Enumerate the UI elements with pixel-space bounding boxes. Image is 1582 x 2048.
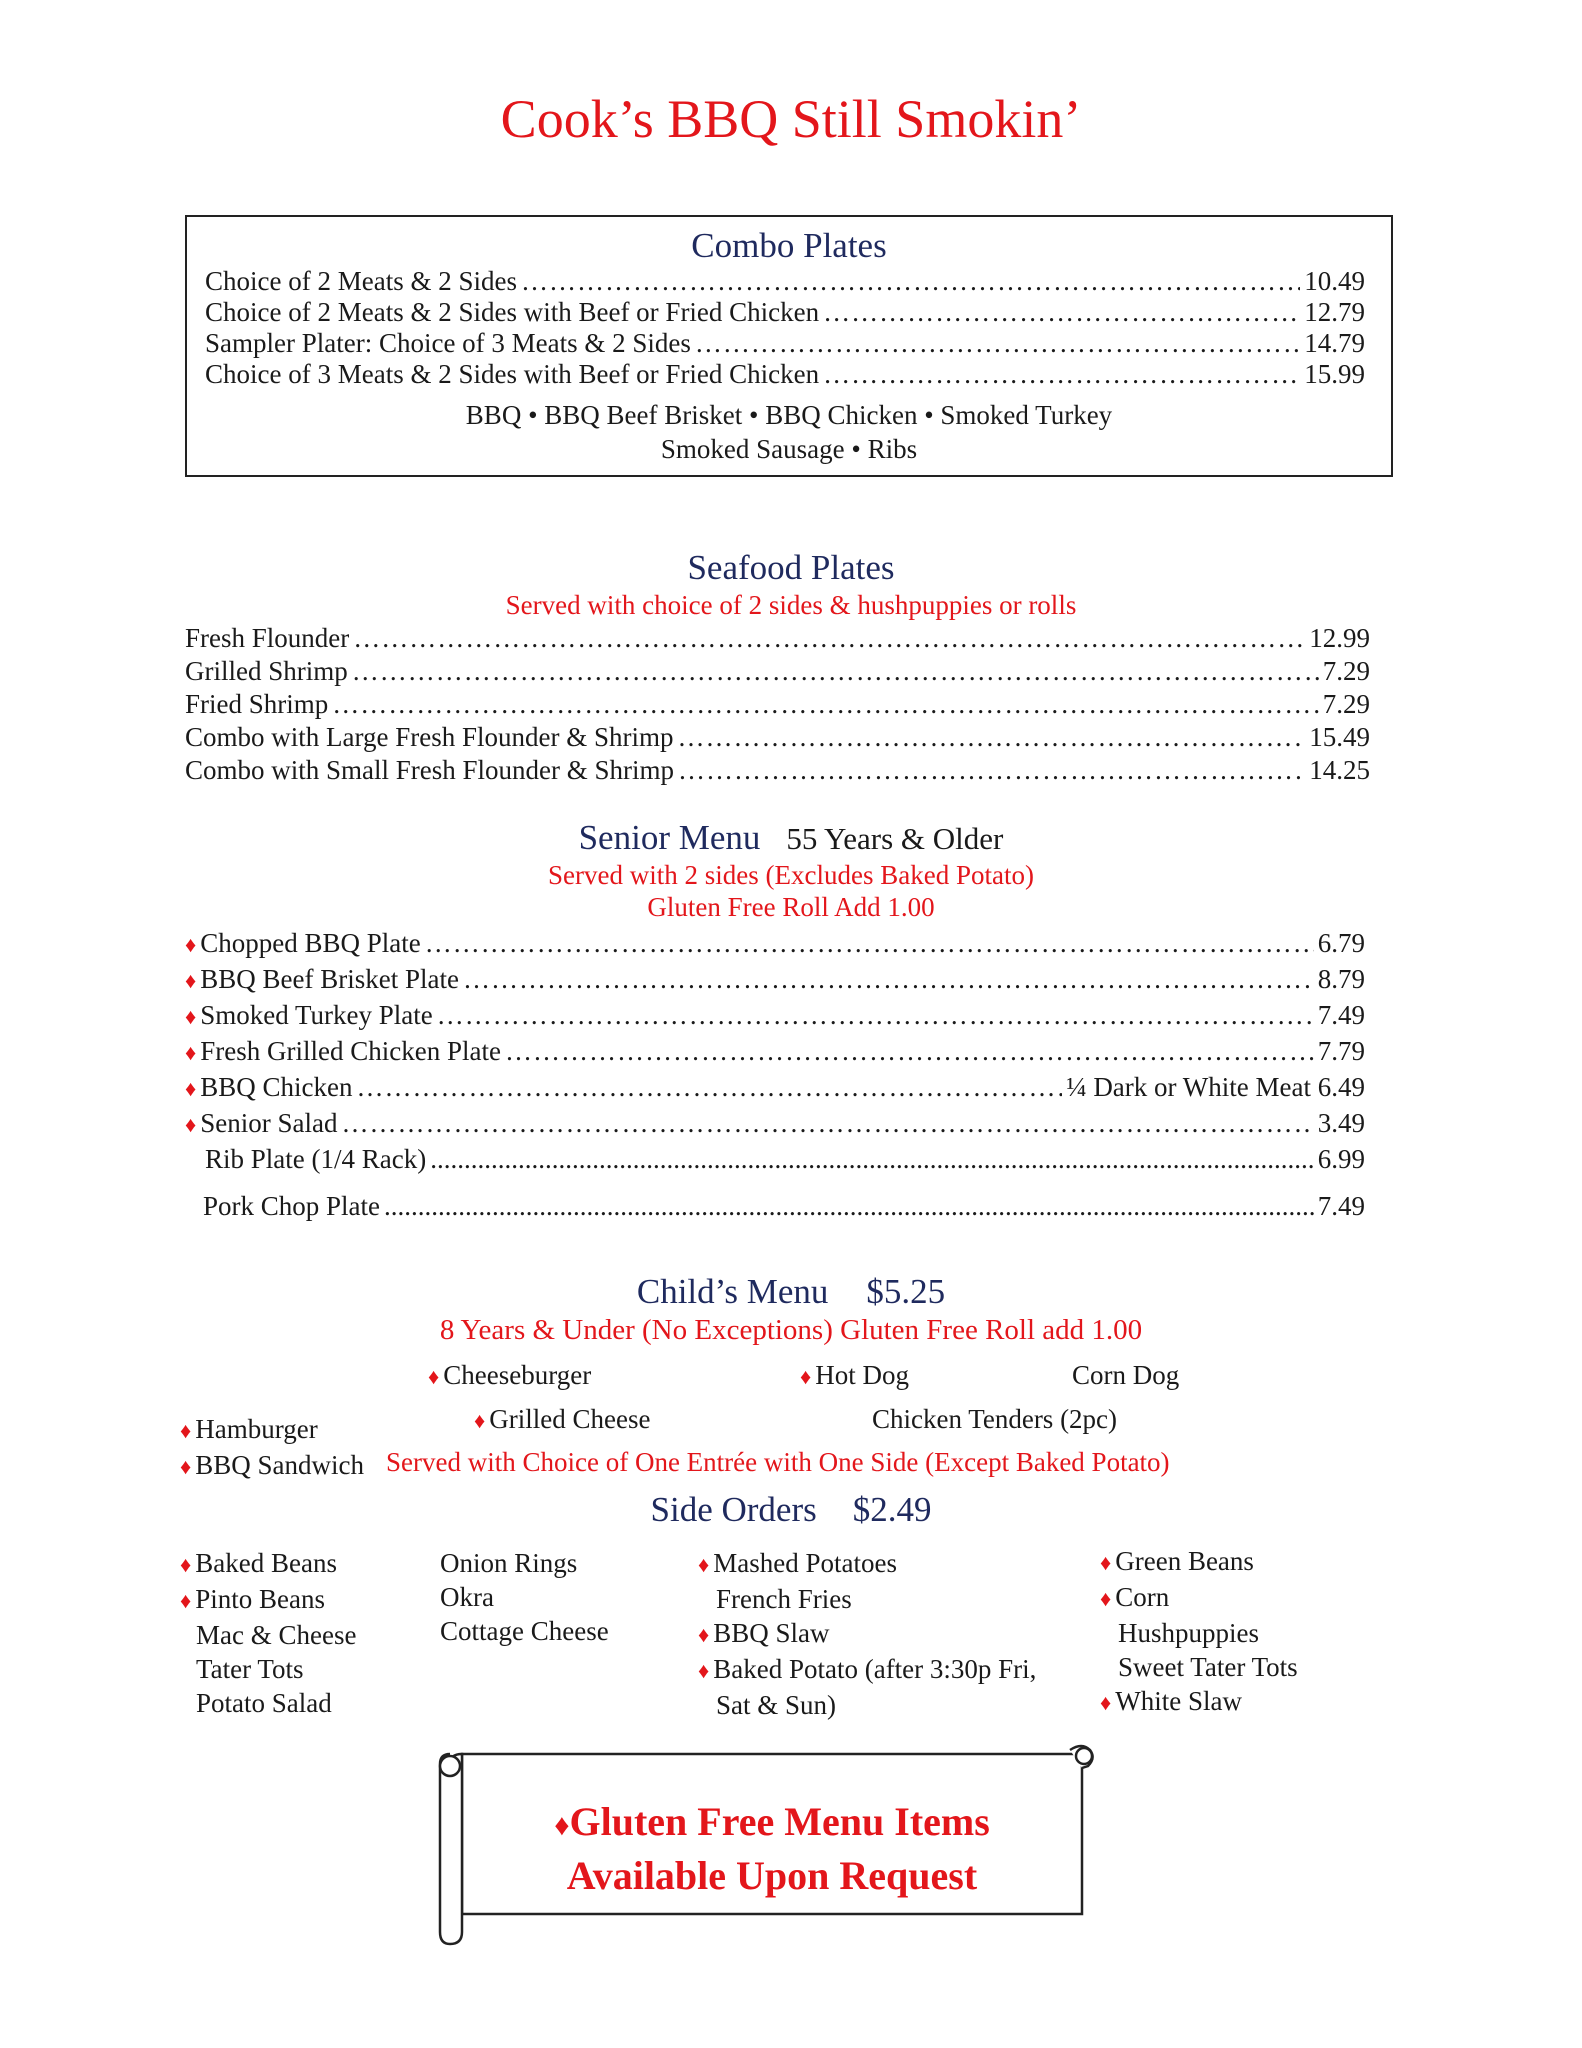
sides-col-3 <box>698 1546 1036 1722</box>
side-item: ♦ Corn <box>1100 1582 1170 1612</box>
child-served-note: Served with Choice of One Entrée with One Side (Except Baked Potato) <box>386 1447 1170 1477</box>
combo-item: Choice of 3 Meats & 2 Sides with Beef or Fried Chicken ……………………………………………………………………………………………………………………………………………………………………………………………………………………… 15.99 <box>205 359 1365 390</box>
combo-item: Choice of 2 Meats & 2 Sides with Beef or Fried Chicken ……………………………………………………………………………………………………………………………………………………………………………………………………………………… 12.79 <box>205 297 1365 328</box>
side-item: ♦ Green Beans <box>1100 1546 1254 1576</box>
combo-meats-line1: BBQ • BBQ Beef Brisket • BBQ Chicken • Smoked Turkey <box>465 400 1113 430</box>
side-item: ♦ Baked Beans <box>180 1548 337 1578</box>
side-item: ♦ White Slaw <box>1100 1686 1242 1716</box>
combo-heading: Combo Plates <box>691 226 887 265</box>
combo-item: Sampler Plater: Choice of 3 Meats & 2 Sides ……………………………………………………………………………………………………………………………………………………………………………………………………………………… 14.79 <box>205 328 1365 359</box>
sides-col-4 <box>1100 1544 1298 1720</box>
sides-price: $2.49 <box>852 1490 932 1529</box>
senior-age-note: 55 Years & Older <box>786 821 1004 856</box>
senior-gluten-note: Gluten Free Roll Add 1.00 <box>647 892 935 922</box>
side-item: Onion Rings <box>440 1548 578 1578</box>
combo-item: Choice of 2 Meats & 2 Sides ……………………………………………………………………………………………………………………………………………………………………………………………………………………… 10.49 <box>205 266 1365 297</box>
side-item: Okra <box>440 1582 494 1612</box>
child-price: $5.25 <box>866 1272 946 1311</box>
child-item-bbq-sandwich: ♦ BBQ Sandwich <box>180 1450 364 1480</box>
child-item-chicken-tenders: Chicken Tenders (2pc) <box>872 1404 1118 1434</box>
senior-heading-row <box>0 818 1582 858</box>
seafood-heading: Seafood Plates <box>687 548 895 587</box>
child-heading: Child’s Menu <box>636 1272 829 1311</box>
seafood-item: Fresh Flounder ……………………………………………………………………………………………………………………………………………………………………………………………………………………… 12.99 <box>185 622 1370 655</box>
banner-line-1: ♦Gluten Free Menu Items <box>554 1799 990 1844</box>
senior-item: ♦ Chopped BBQ Plate ……………………………………………………………………………………………………………………………………………………………………………………………………………………… 6.79 <box>185 926 1365 962</box>
seafood-list <box>185 622 1370 787</box>
side-item: Sweet Tater Tots <box>1118 1652 1298 1682</box>
sides-heading: Side Orders <box>650 1490 817 1529</box>
side-item: Tater Tots <box>196 1654 304 1684</box>
combo-meats-line2: Smoked Sausage • Ribs <box>660 434 918 464</box>
senior-subtitle: Served with 2 sides (Excludes Baked Potato) <box>548 860 1034 890</box>
seafood-item: Combo with Small Fresh Flounder & Shrimp ……………………………………………………………………………………………………………………………………………………………………………………………………………………… 14.25 <box>185 754 1370 787</box>
gluten-free-banner <box>430 1742 1098 1952</box>
child-heading-row <box>0 1272 1582 1312</box>
side-item: Mac & Cheese <box>196 1620 357 1650</box>
senior-item: ♦ Senior Salad ……………………………………………………………………………………………………………………………………………………………………………………………………………………… 3.49 <box>185 1106 1365 1142</box>
side-item: Hushpuppies <box>1118 1618 1259 1648</box>
side-item: Potato Salad <box>196 1688 332 1718</box>
side-item: ♦ Pinto Beans <box>180 1584 325 1614</box>
child-item-hamburger: ♦ Hamburger <box>180 1414 318 1444</box>
child-item-grilled-cheese: ♦ Grilled Cheese <box>474 1404 651 1434</box>
senior-item: ♦ Fresh Grilled Chicken Plate ……………………………………………………………………………………………………………………………………………………………………………………………………………………… 7.79 <box>185 1034 1365 1070</box>
side-item: ♦ BBQ Slaw <box>698 1618 830 1648</box>
side-item: ♦ Baked Potato (after 3:30p Fri, <box>698 1654 1037 1684</box>
sides-heading-row <box>0 1490 1582 1530</box>
senior-list <box>185 926 1365 1224</box>
seafood-item: Grilled Shrimp ……………………………………………………………………………………………………………………………………………………………………………………………………………………… 7.29 <box>185 655 1370 688</box>
side-item: ♦ Mashed Potatoes <box>698 1548 897 1578</box>
senior-heading: Senior Menu <box>578 818 761 857</box>
combo-list <box>205 266 1365 390</box>
senior-item: Rib Plate (1/4 Rack) ..... 6.99 <box>185 1142 1365 1177</box>
page-title: Cook’s BBQ Still Smokin’ <box>500 89 1082 149</box>
seafood-item: Combo with Large Fresh Flounder & Shrimp ……………………………………………………………………………………………………………………………………………………………………………………………………………………… 15.49 <box>185 721 1370 754</box>
child-subtitle: 8 Years & Under (No Exceptions) Gluten Free Roll add 1.00 <box>439 1314 1143 1346</box>
senior-item: ♦ Smoked Turkey Plate ……………………………………………………………………………………………………………………………………………………………………………………………………………………… 7.49 <box>185 998 1365 1034</box>
side-item: Sat & Sun) <box>716 1690 837 1720</box>
child-item-corn-dog: Corn Dog <box>1072 1360 1180 1390</box>
side-item: Cottage Cheese <box>440 1616 609 1646</box>
senior-item: ♦ BBQ Beef Brisket Plate ……………………………………………………………………………………………………………………………………………………………………………………………………………………… 8.79 <box>185 962 1365 998</box>
seafood-subtitle: Served with choice of 2 sides & hushpuppies or rolls <box>505 590 1077 620</box>
banner-text <box>462 1797 1082 1901</box>
senior-item: Pork Chop Plate ..... 7.49 <box>185 1189 1365 1224</box>
sides-col-2 <box>440 1546 609 1648</box>
child-item-hot-dog: ♦ Hot Dog <box>800 1360 909 1390</box>
banner-line-2: Available Upon Request <box>566 1853 978 1898</box>
seafood-item: Fried Shrimp ……………………………………………………………………………………………………………………………………………………………………………………………………………………… 7.29 <box>185 688 1370 721</box>
sides-col-1 <box>180 1546 356 1720</box>
senior-item: ♦ BBQ Chicken ……………………………………………………………………………………………………………………………………………………………………………………………………………………… ¼ Dark or White Meat 6.49 <box>185 1070 1365 1106</box>
child-item-cheeseburger: ♦ Cheeseburger <box>428 1360 592 1390</box>
side-item: French Fries <box>716 1584 852 1614</box>
